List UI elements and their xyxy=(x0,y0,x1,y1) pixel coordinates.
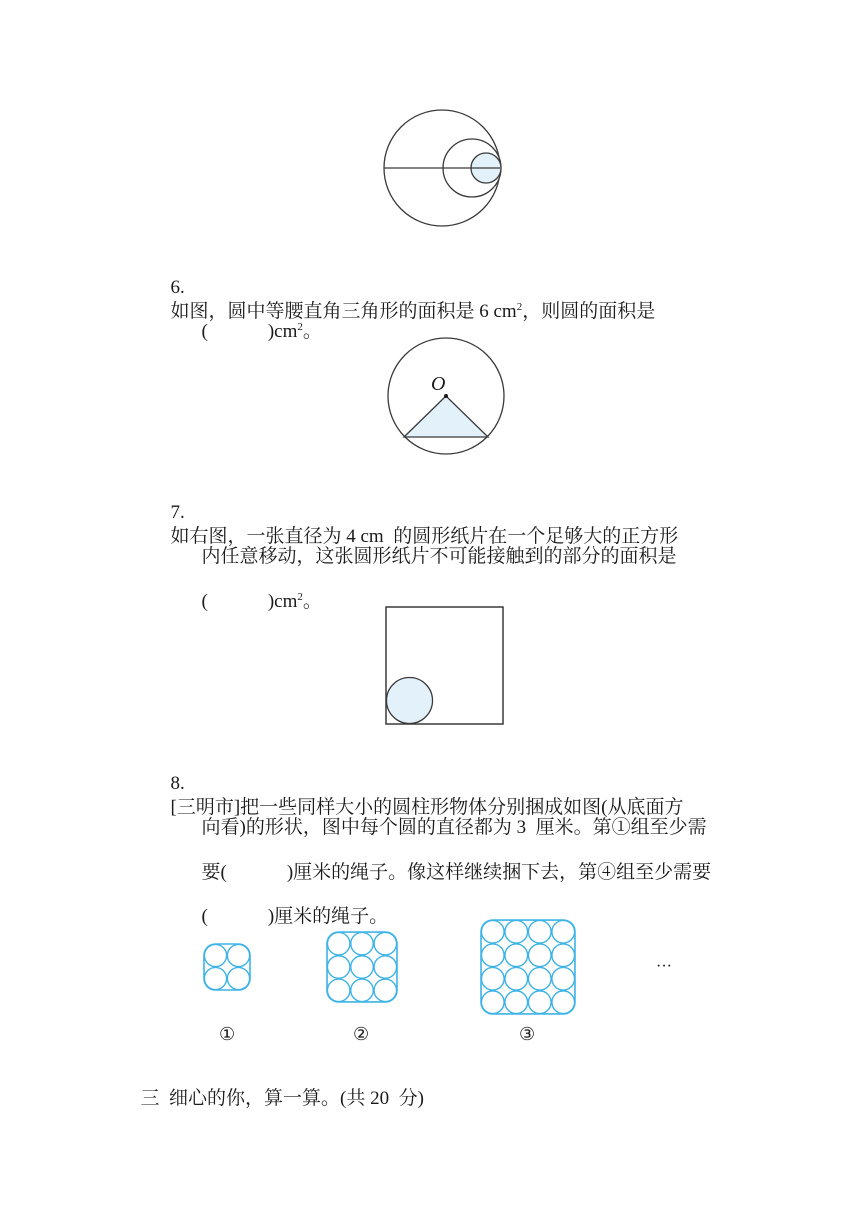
q8-line2 xyxy=(192,792,707,840)
q7-number: 7. xyxy=(170,502,185,523)
q6-text: 如图，圆中等腰直角三角形的面积是 6 cm xyxy=(170,301,517,322)
q7-text2: 内任意移动，这张圆形纸片不可能接触到的部分的面积是 xyxy=(201,546,677,567)
bundle-rope xyxy=(327,932,397,1002)
bundle-label-2: ② xyxy=(353,1024,370,1044)
q8-text3a: 要( xyxy=(201,862,227,883)
q6-paren-close: )cm xyxy=(267,321,298,342)
bundle-label-3: ③ xyxy=(519,1024,536,1044)
bundle-rope xyxy=(204,944,250,990)
q7-paren-open: ( xyxy=(201,591,208,612)
q7-period: 。 xyxy=(302,591,322,612)
center-label-o: O xyxy=(431,373,446,395)
q8-line4 xyxy=(192,881,388,929)
q6-period: 。 xyxy=(302,321,322,342)
bundle-group-3 xyxy=(479,918,577,1016)
q6-unit-superscript: 2 xyxy=(297,321,303,333)
q6-paren-open: ( xyxy=(201,321,208,342)
q7-unit-superscript: 2 xyxy=(297,591,303,603)
q6-text-tail: ，则圆的面积是 xyxy=(522,301,656,322)
q8-line3 xyxy=(192,837,711,885)
q8-text2: 向看)的形状，图中每个圆的直径都为 3 厘米。第①组至少需 xyxy=(201,817,707,838)
section-3-title: 三 细心的你，算一算。(共 20 分) xyxy=(140,1088,424,1109)
q7-paren-close: )cm xyxy=(267,591,298,612)
circle-triangle-figure xyxy=(384,335,508,459)
bundle-ellipsis: ··· xyxy=(656,958,672,975)
section-3-heading xyxy=(131,1063,424,1111)
q8-text4a: ( xyxy=(201,906,208,927)
bundle-group-2 xyxy=(325,930,399,1004)
square-circle-figure xyxy=(384,605,506,727)
q6-answer-line xyxy=(192,296,322,344)
q6-number: 6. xyxy=(170,277,185,298)
q8-text4b: )厘米的绳子。 xyxy=(267,906,389,927)
bundle-label-1: ① xyxy=(219,1024,236,1044)
q8-text1: [三明市]把一些同样大小的圆柱形物体分别捆成如图(从底面方 xyxy=(170,797,684,818)
q8-text3b: )厘米的绳子。像这样继续捆下去，第④组至少需要 xyxy=(286,862,712,883)
q7-line2 xyxy=(192,521,677,569)
paper-circle xyxy=(387,678,433,724)
q8-number: 8. xyxy=(170,773,185,794)
q7-text1: 如右图，一张直径为 4 cm 的圆形纸片在一个足够大的正方形 xyxy=(170,526,679,547)
nested-circles-figure xyxy=(380,107,510,233)
bundle-group-1 xyxy=(202,942,252,992)
q6-superscript: 2 xyxy=(516,301,523,313)
q7-answer-line xyxy=(192,566,322,614)
